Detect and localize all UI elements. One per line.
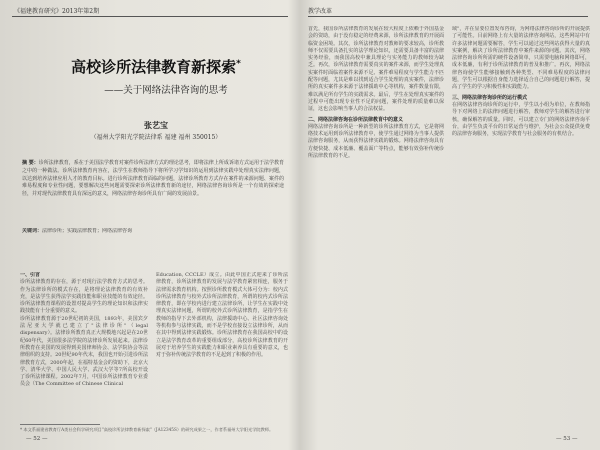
right-column-1 <box>308 26 444 426</box>
footnote: * 本文系福建省教育厅A类社会科学研究项目"高校诊所法律教育新探索"（JA12345S）的研究成果之一，作者系福州大学阳光学院教师。 <box>20 427 274 432</box>
keywords <box>22 228 284 236</box>
right-col1-paragraph-1: 首先，我国诊所法律教育的发展在较大程度上依赖于外国基金会的资助，由于没有稳定的经费来源，诊所法律教育的开展面临资金困境。其次，诊所法律教育对教师的要求较高，诊所教师不仅需要具备扎实的法学理论知识，还需要具备丰富的法律实务经验，而我国高校中兼具理论与实务能力的教师较为缺乏。再次，诊所法律教育需要真实的案件来源，而学生处理真实案件时面临着案件来源不足、案件难易程度与学生能力不匹配等问题，尤其是难以找到适合学生处理的真实案件，法律诊所的真实案件多来源于法律援助中心等机构，案件数量有限，难以满足所有学生的实践需求。最后，学生在处理真实案件的过程中可能出现专业性不足的问题，案件处理的质量难以保证，这也会影响当事人的合法权益。 <box>308 26 444 113</box>
page-number-right: — 53 — <box>556 436 578 442</box>
abstract-text: 诊所法律教育，系在于美国法学教育对案件诊所法律方式的理论思考，即将法律上所成诉诸方式运用于法学教育之中的一种做法。诊所法律教育内容在，法学生在教师指导下将所学习学知识的运用到法律实践中处理真实法律问题，以达到培养法律应用人才的教育目标。进行诊所法律教育面临的问题，法律诊所教育方式存在案件的来源问题、案件的难易程度和专业性问题，要想解决这些问题需要探索诊所法律教育新的途径，网络法律咨询诊所是一个有效的探索途径，并对现代法律教育具有深远的意义，网络法律咨询诊所具有广阔的发展前景。 <box>22 160 284 198</box>
title-footnote-mark: * <box>236 59 241 69</box>
header-rule-right <box>308 16 588 17</box>
article-subtitle: ——关于网络法律咨询的思考 <box>104 85 228 96</box>
section-heading-2: 二、网络法律咨询在诊所法律教育中的意义 <box>308 116 404 123</box>
footnote-rule <box>20 424 100 425</box>
running-head-left: 《福建教育研究》2013年第2期 <box>14 8 100 15</box>
page-number-left: — 52 — <box>26 436 48 442</box>
left-column-2 <box>156 272 288 422</box>
article-title <box>36 56 276 77</box>
right-col2-paragraph-1: 域"，并在显要位置发布咨询，为网络法律咨询诊所的开展提供了可能性。目前网络上有大量的法律咨询网站，这些网站中有许多法律问题需要解答，学生可以通过这些网站获得大量的真实案例，解决了诊所法律教育中案件来源的问题。其次，网络法律咨询诊所所需的硬件设备简单，只需要电脑和网络即可，成本低廉，有利于诊所法律教育的普及和推广。再次，网络法律咨询使学生能够接触到各种类型、不同难易程度的法律问题，学生可以根据自身能力选择适合自己的问题进行解答，提高了学生的学习积极性和实践能力。 <box>452 26 590 91</box>
keywords-text: 法律诊所；实践法律教育；网络法律咨询 <box>42 228 133 234</box>
left-page <box>6 4 293 444</box>
right-page <box>304 4 594 444</box>
author-name: 张艺宝 <box>144 120 168 130</box>
left-col2-paragraph: Education, CCCLE）成立。由此中国正式迎来了诊所法律教育，诊所法律教育的发展与法学教育紧密相连，服务于法律需求教育机构。按照诊所教育模式大体可分为：校内式诊所法律教育与校外式诊所法律教育，所谓的校内式诊所法律教育，即在学校内进行建立法律诊所，让学生在实践中处理真实法律问题，所谓的校外式诊所法律教育，是指学生在教师的指导下去外部机构，法律援助中心、社区法律咨询处等机构参与法律实践，而不是学校直接设立法律诊所，从而在其中得到法律实践锻炼。诊所法律教育在我国高校中的设立是法学教育改革的重要组成部分，高校诊所法律教育的开展对于培养学生的实践能力和职业素养具有重要的意义，也对于弥补传统法学教育的不足起到了积极的作用。 <box>156 272 288 359</box>
right-col1-paragraph-2: 网络法律咨询诊所是一种新型的诊所法律教育方式，它是将网络技术运用到诊所法律教育中，使学生通过网络为当事人提供法律咨询服务，从而获得法律实践的锻炼。网络法律咨询具有方便快捷、成本低廉、覆盖面广等特点，能够有效弥补传统诊所法律教育的不足。 <box>308 123 444 160</box>
keywords-label: 关键词： <box>22 228 43 234</box>
abstract <box>22 160 284 199</box>
section-heading-3: 三、网络法律咨询诊所的运行模式 <box>452 94 528 101</box>
left-column-1 <box>20 272 148 422</box>
section-heading-intro: 一、引言 <box>20 272 41 278</box>
header-rule-left <box>12 16 288 17</box>
author-affiliation: （福州大学阳光学院法律系 福建 福州 350015） <box>90 134 222 141</box>
right-column-2 <box>452 26 590 426</box>
intro-paragraph-1: 诊所法律教育的存在，源于对现行法学教育方式的思考。作为法律诊所的模式存在，是将理论法律教育的有效补充，是法学生获得法学实践技能和职业技能的有效途径。诊所法律教育课程的设置对提高学生的理论知识和法律实践技能有十分重要的意义。 <box>20 279 148 315</box>
abstract-label: 摘 要： <box>22 160 39 166</box>
right-col2-paragraph-2: 在网络法律咨询诊所的运行中，学生以小组为单位，在教师指导下对网络上的法律问题进行解答，教师对学生的解答进行审核，确保解答的质量。同时，可以建立专门的网络法律咨询平台，由学生负责平台的日常运营与维护，为社会公众提供免费的法律咨询服务，实现法学教育与社会服务的有机结合。 <box>452 101 590 138</box>
article-title-text: 高校诊所法律教育新探索 <box>71 58 237 76</box>
intro-paragraph-2: 诊所法律教育源于20世纪初的美国，1893年，美国宾夕法尼亚大学就已建立了"法律诊所"（legal dispensary）。法律诊所教育真正大规模地兴起是在20世纪60年代，美国很多法学院的法律诊所发展起来。法律诊所教育在美国的发展得到美国律师协会、法学院协会等法律组织的支持。20世纪90年代末，我国也开始引进诊所法律教育方式，2000年起，在福特基金会的资助下，北京大学、清华大学、中国人民大学、武汉大学等7所高校开设了诊所法律课程。2002年7月，中国诊所法律教育专业委员会（The Committee of Chinese Clinical <box>20 315 148 388</box>
running-head-right: 教学改革 <box>308 8 333 15</box>
